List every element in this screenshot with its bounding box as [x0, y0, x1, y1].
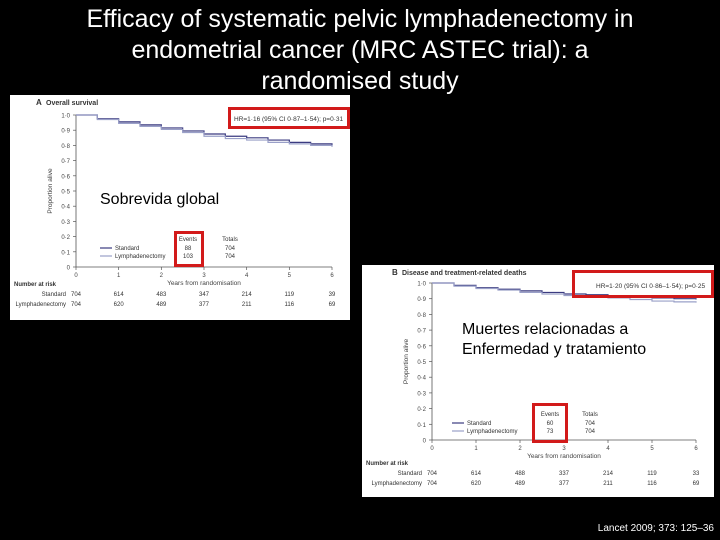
at-risk-value: 337 [558, 471, 570, 477]
at-risk-row-label: Lymphadenectomy [371, 481, 422, 487]
x-tick-label: 3 [562, 446, 566, 452]
y-tick-label: 0·9 [61, 128, 70, 135]
y-tick-label: 0·3 [417, 391, 426, 398]
y-tick-label: 0·8 [61, 143, 70, 150]
y-tick-label: 1·0 [61, 113, 70, 120]
overlay-label-overall-survival: Sobrevida global [100, 191, 220, 208]
events-highlight-box [174, 231, 204, 267]
at-risk-value: 211 [603, 481, 613, 487]
title-line-3: randomised study [261, 67, 459, 95]
totals-value: 704 [224, 246, 236, 252]
disease-deaths-chart [362, 265, 714, 497]
legend-label: Standard [467, 421, 492, 427]
overlay-line-2: Enfermedad y tratamiento [462, 341, 647, 358]
x-tick-label: 4 [244, 273, 249, 279]
at-risk-value: 116 [284, 302, 295, 308]
at-risk-value: 704 [70, 292, 82, 298]
y-tick-label: 0·9 [417, 297, 426, 304]
at-risk-value: 489 [156, 302, 167, 308]
y-tick-label: 0·6 [61, 174, 70, 181]
at-risk-value: 704 [426, 481, 438, 487]
at-risk-value: 489 [514, 481, 526, 487]
y-axis-label: Proportion alive [47, 168, 54, 214]
x-tick-label: 2 [159, 273, 164, 279]
disease-deaths-panel [362, 265, 714, 497]
hazard-ratio-text: HR=1·20 (95% CI 0·86–1·54); p=0·25 [596, 283, 706, 290]
legend-label: Lymphadenectomy [467, 429, 518, 435]
y-tick-label: 0·2 [61, 235, 70, 242]
hazard-ratio-text: HR=1·16 (95% CI 0·87–1·54); p=0·31 [234, 116, 344, 123]
at-risk-value: 614 [470, 471, 482, 477]
at-risk-value: 620 [113, 302, 124, 308]
x-tick-label: 2 [518, 446, 522, 452]
at-risk-value: 377 [198, 302, 210, 308]
at-risk-value: 214 [602, 471, 614, 477]
citation: Lancet 2009; 373: 125–36 [597, 523, 714, 534]
y-tick-label: 0·4 [417, 375, 426, 382]
events-header: Events [540, 412, 560, 418]
y-tick-label: 0·5 [61, 189, 70, 196]
number-at-risk-heading: Number at risk [14, 282, 57, 288]
title-line-1: Efficacy of systematic pelvic lymphadenectomy in [86, 5, 634, 33]
y-tick-label: 0·2 [417, 407, 426, 414]
x-tick-label: 4 [606, 446, 610, 452]
at-risk-value: 69 [692, 481, 700, 487]
y-tick-label: 0·5 [417, 360, 426, 366]
at-risk-value: 119 [647, 471, 657, 477]
at-risk-value: 33 [692, 471, 700, 477]
events-value: 73 [546, 429, 554, 435]
at-risk-value: 377 [558, 481, 570, 487]
y-tick-label: 0 [66, 265, 70, 272]
x-tick-label: 5 [287, 273, 292, 279]
x-axis-label: Years from randomisation [167, 280, 241, 287]
y-tick-label: 0·8 [417, 312, 426, 319]
panel-letter: A [36, 98, 42, 107]
events-highlight-box [532, 403, 568, 443]
at-risk-value: 614 [113, 292, 124, 298]
at-risk-value: 620 [470, 481, 482, 487]
slide-title [20, 4, 700, 97]
x-tick-label: 6 [694, 446, 698, 452]
number-at-risk-heading: Number at risk [366, 461, 409, 467]
at-risk-value: 488 [514, 471, 526, 477]
overlay-line-1: Muertes relacionadas a [462, 321, 629, 338]
y-tick-label: 0 [422, 438, 426, 445]
chart-title: Overall survival [46, 100, 99, 107]
at-risk-value: 39 [328, 292, 336, 298]
y-tick-label: 1·0 [417, 281, 426, 288]
events-value: 88 [184, 246, 192, 252]
at-risk-value: 214 [241, 292, 252, 298]
y-tick-label: 0·3 [61, 219, 70, 226]
y-axis-label: Proportion alive [403, 338, 410, 385]
events-value: 103 [182, 254, 194, 260]
at-risk-value: 119 [284, 292, 295, 298]
at-risk-value: 704 [426, 471, 438, 477]
y-tick-label: 0·1 [417, 422, 426, 429]
at-risk-row-label: Lymphadenectomy [15, 302, 66, 308]
x-tick-label: 0 [74, 273, 78, 279]
totals-value: 704 [584, 421, 596, 427]
overlay-label-disease-deaths [462, 320, 646, 360]
at-risk-value: 347 [198, 292, 210, 298]
legend-label: Lymphadenectomy [115, 254, 166, 260]
y-tick-label: 0·1 [61, 250, 70, 257]
x-tick-label: 5 [650, 446, 654, 452]
x-tick-label: 6 [330, 273, 334, 279]
hr-highlight-box [572, 270, 714, 298]
y-tick-label: 0·7 [417, 328, 426, 335]
at-risk-value: 211 [241, 302, 252, 308]
panel-letter: B [392, 268, 398, 277]
overall-survival-panel [10, 95, 350, 320]
x-tick-label: 1 [474, 446, 478, 452]
x-tick-label: 0 [430, 446, 434, 452]
at-risk-row-label: Standard [41, 292, 66, 298]
title-line-2: endometrial cancer (MRC ASTEC trial): a [131, 36, 589, 64]
legend-label: Standard [115, 246, 140, 252]
at-risk-value: 116 [647, 481, 657, 487]
events-header: Events [178, 237, 198, 243]
totals-header: Totals [582, 412, 598, 418]
x-tick-label: 1 [116, 273, 121, 279]
x-tick-label: 3 [202, 273, 206, 279]
at-risk-value: 483 [156, 292, 167, 298]
y-tick-label: 0·4 [61, 204, 70, 211]
events-value: 60 [546, 421, 554, 427]
x-axis-label: Years from randomisation [527, 453, 601, 460]
y-tick-label: 0·7 [61, 159, 70, 166]
at-risk-value: 704 [70, 302, 82, 308]
at-risk-value: 69 [328, 302, 336, 308]
totals-value: 704 [224, 254, 236, 260]
totals-value: 704 [584, 429, 596, 435]
hr-highlight-box [228, 107, 350, 129]
totals-header: Totals [222, 237, 238, 243]
y-tick-label: 0·6 [417, 344, 426, 351]
chart-title: Disease and treatment-related deaths [402, 270, 527, 277]
at-risk-row-label: Standard [397, 471, 422, 477]
